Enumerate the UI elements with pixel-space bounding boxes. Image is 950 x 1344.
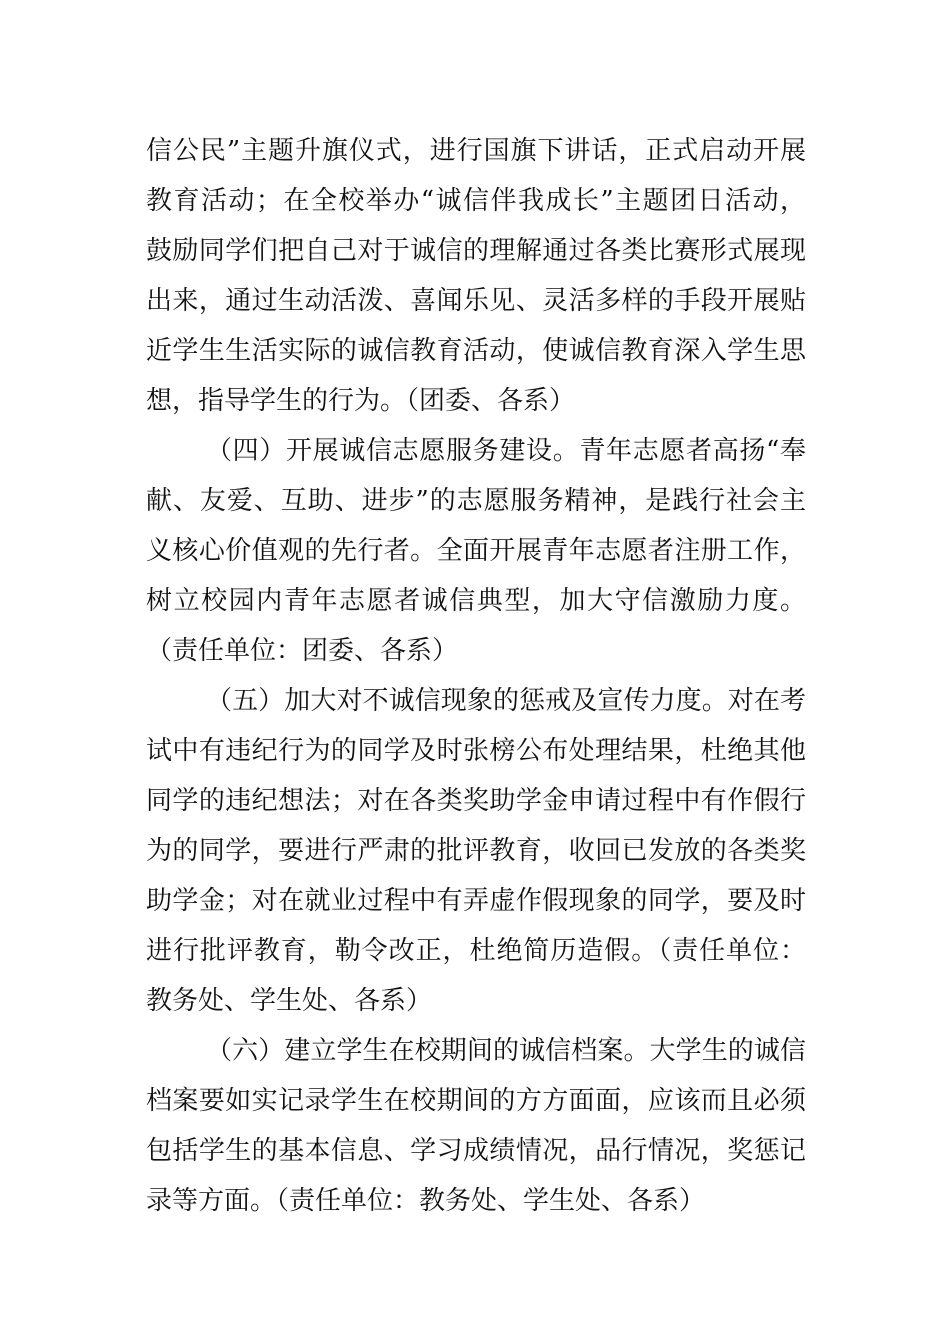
text-line: 想，指导学生的行为。（团委、各系） — [146, 386, 576, 416]
text-line: 树立校园内青年志愿者诚信典型，加大守信激励力度。 — [146, 586, 806, 616]
text-line: 为的同学，要进行严肃的批评教育，收回已发放的各类奖 — [146, 836, 806, 866]
text-line: 试中有违纪行为的同学及时张榜公布处理结果，杜绝其他 — [146, 736, 806, 766]
text-line: 教务处、学生处、各系） — [146, 986, 433, 1016]
section-heading-line: （四）开展诚信志愿服务建设。青年志愿者高扬“奉 — [206, 436, 806, 466]
text-line: 助学金；对在就业过程中有弄虚作假现象的同学，要及时 — [146, 886, 806, 916]
text-line: 录等方面。（责任单位：教务处、学生处、各系） — [146, 1186, 706, 1216]
text-line: 义核心价值观的先行者。全面开展青年志愿者注册工作， — [146, 536, 806, 566]
text-line: 信公民”主题升旗仪式，进行国旗下讲话，正式启动开展 — [146, 136, 806, 166]
text-line: 鼓励同学们把自己对于诚信的理解通过各类比赛形式展现 — [146, 236, 806, 266]
text-line: 包括学生的基本信息、学习成绩情况，品行情况，奖惩记 — [146, 1136, 806, 1166]
text-line: 进行批评教育，勒令改正，杜绝简历造假。（责任单位： — [146, 936, 806, 966]
text-line: 近学生生活实际的诚信教育活动，使诚信教育深入学生思 — [146, 336, 806, 366]
text-line: 献、友爱、互助、进步”的志愿服务精神，是践行社会主 — [146, 486, 806, 516]
text-line: 档案要如实记录学生在校期间的方方面面，应该而且必须 — [146, 1086, 806, 1116]
text-line: 出来，通过生动活泼、喜闻乐见、灵活多样的手段开展贴 — [146, 286, 806, 316]
text-line: （责任单位：团委、各系） — [146, 636, 459, 666]
text-line: 同学的违纪想法；对在各类奖助学金申请过程中有作假行 — [146, 786, 806, 816]
section-heading-line: （六）建立学生在校期间的诚信档案。大学生的诚信 — [206, 1036, 806, 1066]
text-line: 教育活动；在全校举办“诚信伴我成长”主题团日活动， — [146, 186, 806, 216]
section-heading-line: （五）加大对不诚信现象的惩戒及宣传力度。对在考 — [206, 686, 806, 716]
